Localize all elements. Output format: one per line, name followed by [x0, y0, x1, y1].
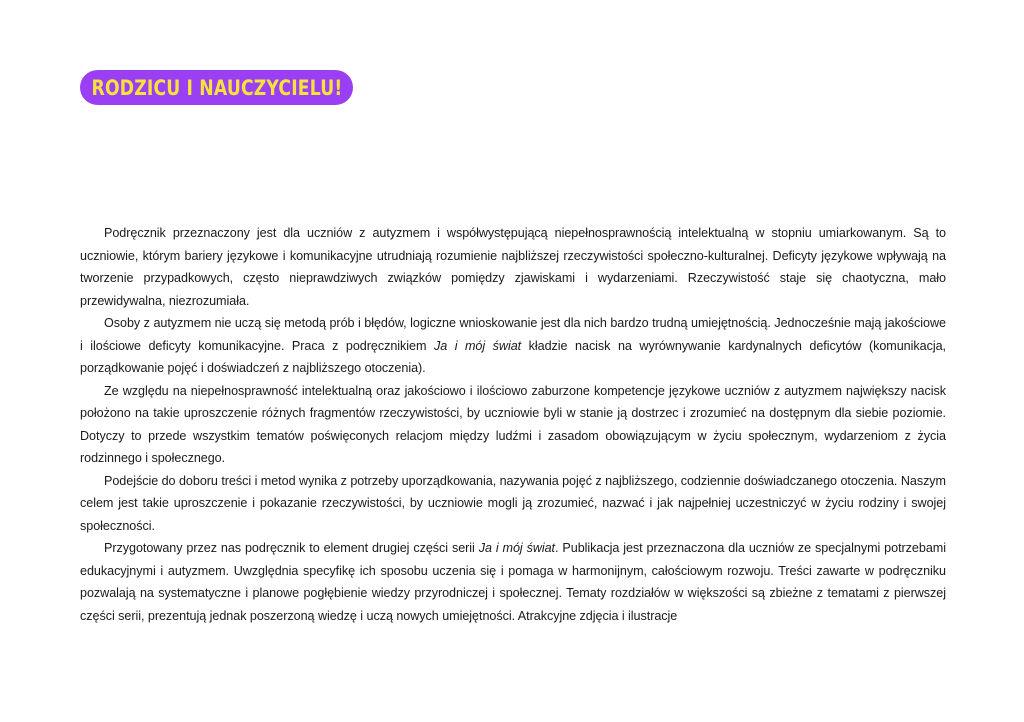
- paragraph-text: Osoby z autyzmem nie uczą się metodą prób i błędów, logiczne wnioskowanie jest dla nich bardzo trudną umiejętnością. Jednocześnie mają jakościowe i ilościowe deficyty komunikacyjne. Praca z podręcznikiem: [80, 316, 946, 353]
- paragraph: [80, 312, 946, 380]
- paragraph-text: Podręcznik przeznaczony jest dla uczniów z autyzmem i współwystępującą niepełnosprawnością intelektualną w stopniu umiarkowanym. Są to uczniowie, którym bariery językowe i komunikacyjne utrudniają rozumienie najbliższej rzeczywistości społeczno-kulturalnej. Deficyty językowe wpływają na tworzenie przypadkowych, często nieprawdziwych związków pomiędzy zjawiskami i wydarzeniami. Rzeczywistość staje się chaotyczna, mało przewidywalna, niezrozumiała.: [80, 226, 946, 308]
- paragraph-text: Podejście do doboru treści i metod wynika z potrzeby uporządkowania, nazywania pojęć z najbliższego, codziennie doświadczanego otoczenia. Naszym celem jest takie uproszczenie i pokazanie rzeczywistości, by uczniowie mogli ją zrozumieć, nazwać i jak najpełniej uczestniczyć w życiu rodziny i swojej społeczności.: [80, 473, 946, 533]
- paragraph-text: Przygotowany przez nas podręcznik to element drugiej części serii: [104, 541, 479, 555]
- body-text: [80, 222, 946, 627]
- paragraph: [80, 470, 946, 538]
- section-title: RODZICU I NAUCZYCIELU!: [91, 75, 342, 100]
- paragraph: [80, 380, 946, 470]
- paragraph-text: kładzie nacisk na wyrównywanie kardynalnych deficytów (komunikacja, porządkowanie pojęć i doświadczeń z najbliższego otoczenia).: [80, 338, 946, 375]
- book-title-italic: Ja i mój świat: [433, 338, 522, 353]
- paragraph: [80, 537, 946, 627]
- paragraph-text: Ze względu na niepełnosprawność intelektualną oraz jakościowo i ilościowo zaburzone kompetencje językowe uczniów z autyzmem największy nacisk położono na takie uproszczenie różnych fragmentów rzeczywistości, by uczniowie byli w stanie ją dostrzec i zrozumieć na dostępnym dla siebie poziomie. Dotyczy to przede wszystkim tematów poświęconych relacjom między ludźmi i zasadom obowiązującym w życiu społecznym, wydarzeniom z życia rodzinnego i społecznego.: [80, 383, 946, 465]
- book-title-italic: Ja i mój świat: [478, 541, 556, 555]
- paragraph: [80, 222, 946, 312]
- paragraph-text: . Publikacja jest przeznaczona dla uczniów ze specjalnymi potrzebami edukacyjnymi i autyzmem. Uwzględnia specyfikę ich sposobu uczenia się i pomaga w harmonijnym, całościowym rozwoju. Treści zawarte w podręczniku pozwalają na systematyczne i planowe pogłębienie wiedzy przyrodniczej i społecznej. Tematy rozdziałów w większości są zbieżne z tematami z pierwszej części serii, prezentują jednak poszerzoną wiedzę i uczą nowych umiejętności. Atrakcyjne zdjęcia i ilustracje: [80, 541, 946, 623]
- section-title-badge: [80, 70, 353, 105]
